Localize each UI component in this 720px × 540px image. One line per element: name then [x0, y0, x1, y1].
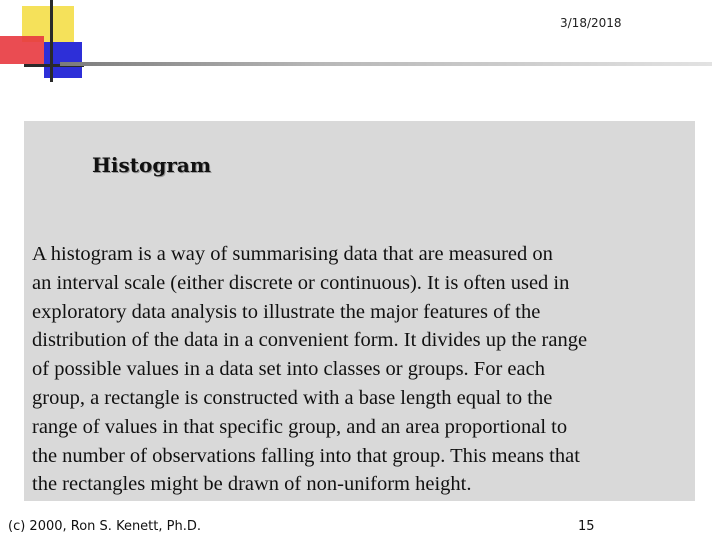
slide-title: Histogram: [92, 153, 211, 177]
page-number: 15: [578, 519, 595, 534]
header-divider: [60, 62, 712, 66]
body-line: group, a rectangle is constructed with a base length equal to the: [32, 386, 553, 409]
body-line: the rectangles might be drawn of non-uniform height.: [32, 473, 472, 496]
body-line: the number of observations falling into that group. This means that: [32, 444, 580, 467]
corner-logo-icon: [0, 0, 100, 85]
logo-vertical-line: [50, 0, 53, 82]
body-line: distribution of the data in a convenient form. It divides up the range: [32, 329, 588, 352]
logo-red-square: [0, 36, 44, 64]
body-line: an interval scale (either discrete or continuous). It is often used in: [32, 271, 570, 294]
body-line: of possible values in a data set into classes or groups. For each: [32, 358, 545, 381]
footer-copyright: (c) 2000, Ron S. Kenett, Ph.D.: [8, 519, 201, 534]
body-line: A histogram is a way of summarising data that are measured on: [32, 243, 553, 265]
body-line: range of values in that specific group, and an area proportional to: [32, 415, 568, 438]
body-paragraph: [32, 240, 690, 499]
slide-date: 3/18/2018: [560, 16, 622, 30]
body-line: exploratory data analysis to illustrate the major features of the: [32, 300, 541, 323]
